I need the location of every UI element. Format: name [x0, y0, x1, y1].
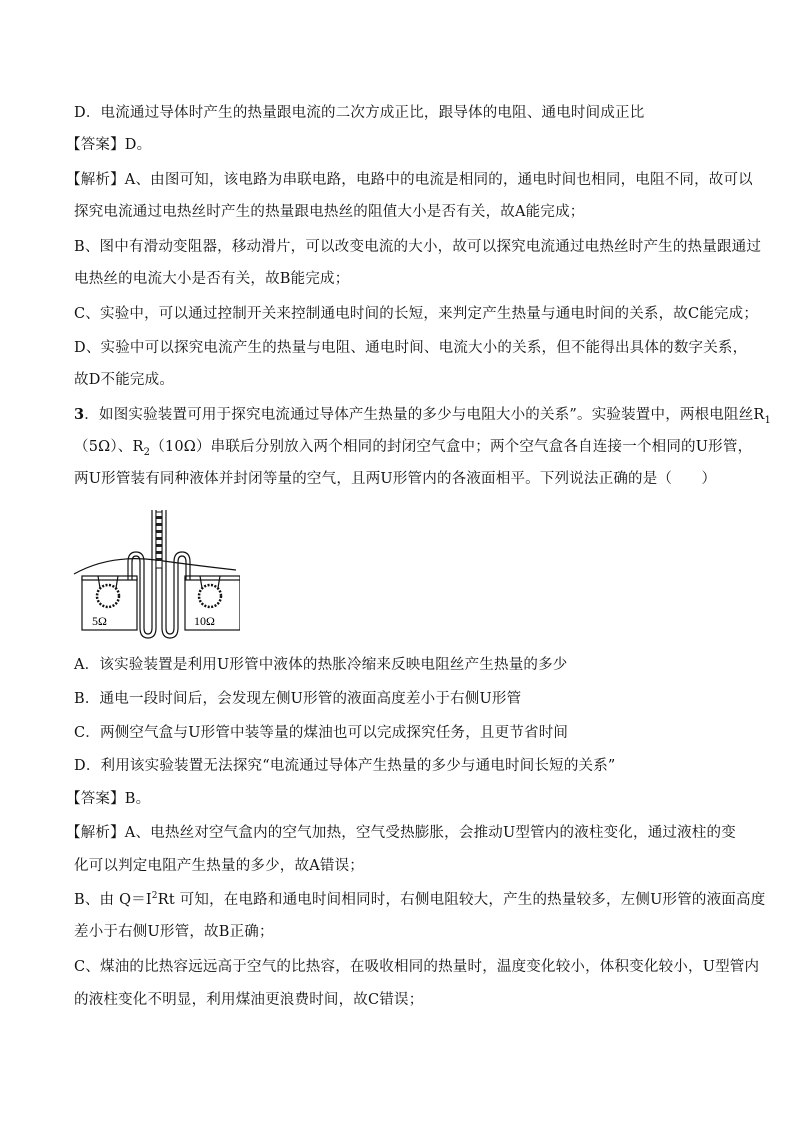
left-resistance-label: 5Ω — [92, 614, 107, 628]
prev-option-d: D．电流通过导体时产生的热量跟电流的二次方成正比，跟导体的电阻、通电时间成正比 — [74, 105, 645, 121]
right-resistor-coil — [199, 585, 221, 607]
prev-analysis-line: 故D不能完成。 — [74, 372, 175, 388]
q3-stem-line3: 两U形管装有同种液体并封闭等量的空气，且两U形管内的各液面相平。下列说法正确的是（ ） — [74, 471, 717, 487]
q3-option-a: A．该实验装置是利用U形管中液体的热胀冷缩来反映电阻丝产生热量的多少 — [74, 657, 568, 673]
prev-analysis-line: C、实验中，可以通过控制开关来控制通电时间的长短，来判定产生热量与通电时间的关系，故C能完成； — [74, 306, 759, 322]
q3-stem-line2 — [74, 437, 753, 458]
prev-analysis-line: B、图中有滑动变阻器，移动滑片，可以改变电流的大小，故可以探究电流通过电热丝时产生的热量跟通过 — [74, 239, 762, 255]
q3-analysis-line: 的液柱变化不明显，利用煤油更浪费时间，故C错误； — [74, 992, 424, 1008]
q3-analysis-line: 【解析】A、电热丝对空气盒内的空气加热，空气受热膨胀，会推动U型管内的液柱变化，通过液柱的变 — [66, 825, 736, 841]
q3-stem-line1 — [74, 405, 772, 426]
q3-option-c: C．两侧空气盒与U形管中装等量的煤油也可以完成探究任务，且更节省时间 — [74, 725, 569, 741]
square-superscript: 2 — [151, 891, 158, 902]
q3-analysis-line — [74, 890, 766, 910]
measuring-scale — [156, 512, 162, 568]
prev-answer: 【答案】D。 — [66, 137, 152, 153]
prev-analysis-line: 电热丝的电流大小是否有关，故B能完成； — [74, 271, 350, 287]
r1-subscript: 1 — [764, 414, 772, 426]
q3-stem-text: （5Ω）、R — [74, 439, 144, 455]
left-resistor-coil — [97, 585, 119, 607]
q3-stem-text: （10Ω）串联后分别放入两个相同的封闭空气盒中；两个空气盒各自连接一个相同的U形管， — [150, 439, 753, 455]
question-number: 3 — [74, 406, 85, 423]
analysis-text: Rt 可知，在电路和通电时间相同时，右侧电阻较大，产生的热量较多，左侧U形管的液面高度 — [157, 892, 766, 908]
q3-stem-text: ．如图实验装置可用于探究电流通过导体产生热量的多少与电阻大小的关系”。实验装置中，两根电阻丝 — [84, 407, 754, 423]
prev-analysis-line: 探究电流通过电热丝时产生的热量跟电热丝的阻值大小是否有关，故A能完成； — [74, 204, 585, 220]
q3-analysis-line: 差小于右侧U形管，故B正确； — [74, 924, 274, 940]
q3-option-d: D．利用该实验装置无法探究“电流通过导体产生热量的多少与通电时间长短的关系” — [74, 758, 616, 774]
prev-analysis-line: 【解析】A、由图可知，该电路为串联电路，电路中的电流是相同的，通电时间也相同，电阻不同，故可以 — [66, 172, 753, 188]
experiment-apparatus-figure — [70, 510, 240, 640]
prev-analysis-line: D、实验中可以探究电流产生的热量与电阻、通电时间、电流大小的关系，但不能得出具体的数字关系， — [74, 340, 748, 356]
q3-answer: 【答案】B。 — [66, 791, 151, 807]
q3-analysis-line: 化可以判定电阻产生热量的多少，故A错误； — [74, 858, 364, 874]
formula-text: B、由 Q＝I — [74, 892, 152, 908]
circuit-wire — [74, 559, 236, 574]
right-resistance-label: 10Ω — [194, 614, 215, 628]
q3-option-b: B．通电一段时间后，会发现左侧U形管的液面高度差小于右侧U形管 — [74, 691, 522, 707]
r2-subscript: 2 — [143, 446, 151, 458]
q3-analysis-line: C、煤油的比热容远远高于空气的比热容，在吸收相同的热量时，温度变化较小，体积变化较小，U型管内 — [74, 959, 760, 975]
r1-symbol: R — [753, 407, 765, 423]
